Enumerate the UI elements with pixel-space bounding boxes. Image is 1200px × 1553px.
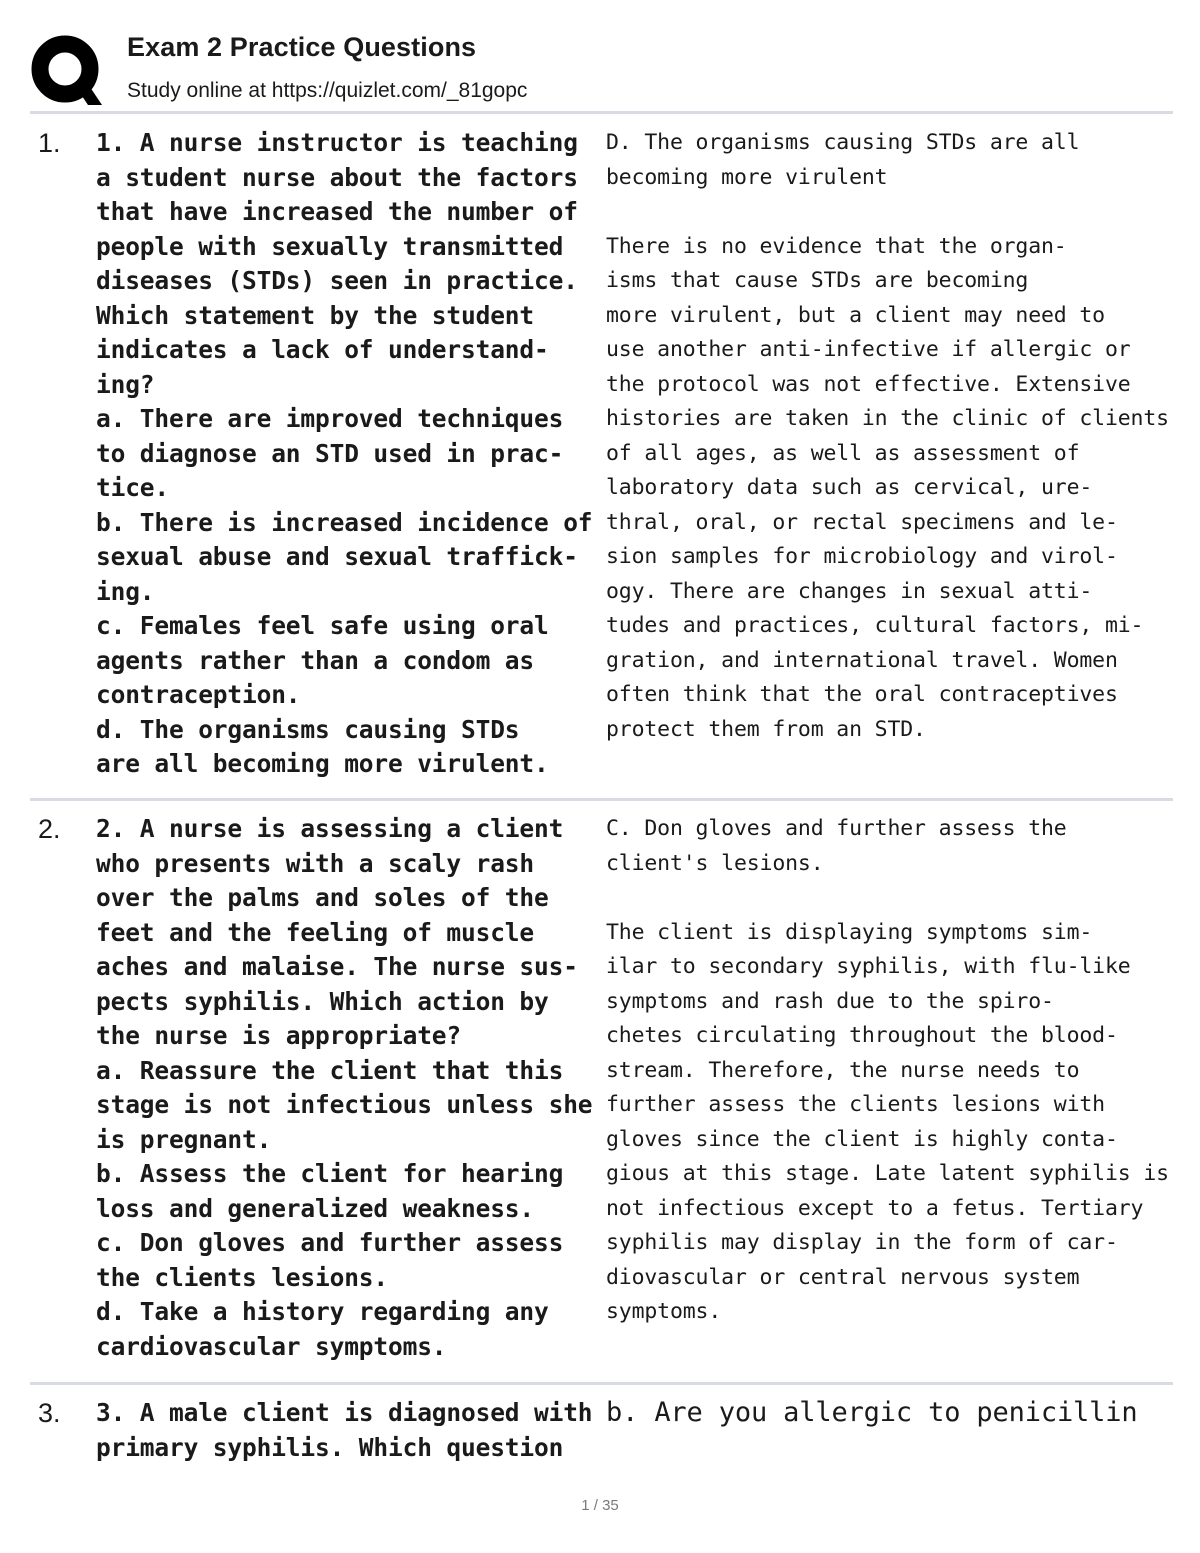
card-number: 1.	[38, 128, 61, 158]
page-number: 1 / 35	[581, 1497, 619, 1514]
study-link-text: Study online at https://quizlet.com/_81gopc	[127, 79, 528, 102]
quizlet-logo-icon	[30, 34, 106, 110]
card-number: 2.	[38, 814, 61, 844]
divider	[30, 798, 1173, 801]
divider	[30, 111, 1173, 114]
card-question: 3. A male client is diagnosed with primary syphilis. Which question	[96, 1398, 593, 1462]
divider	[30, 1382, 1173, 1385]
card-number: 3.	[38, 1398, 61, 1428]
card-answer: b. Are you allergic to penicillin	[606, 1397, 1138, 1428]
card-answer: D. The organisms causing STDs are all becoming more virulent There is no evidence that the organ- isms that cause STDs are becoming more virulent, but a client may need to use another anti-infective if allergic or the protocol was not effective. Extensive histories are taken in the clinic of clients of all ages, as well as assessment of laboratory data such as cervical, ure- thral, oral, or rectal specimens and le- sion samples for microbiology and virol- ogy. There are changes in sexual atti- tudes and practices, cultural factors, mi- gration, and international travel. Women often think that the oral contraceptives protect them from an STD.	[606, 130, 1169, 742]
card-question: 2. A nurse is assessing a client who presents with a scaly rash over the palms and soles of the feet and the feeling of muscle aches and malaise. The nurse sus- pects syphilis. Which action by the nurse is appropriate? a. Reassure the client that this stage is not infectious unless she is pregnant. b. Assess the client for hearing loss and generalized weakness. c. Don gloves and further assess the clients lesions. d. Take a history regarding any cardiovascular symptoms.	[96, 814, 593, 1361]
document-header	[30, 28, 1180, 108]
card-question: 1. A nurse instructor is teaching a student nurse about the factors that have increased the number of people with sexually transmitted diseases (STDs) seen in practice. Which statement by the student indicates a lack of understand- ing? a. There are improved techniques to diagnose an STD used in prac- tice. b. There is increased incidence of sexual abuse and sexual traffick- ing. c. Females feel safe using oral agents rather than a condom as contraception. d. The organisms causing STDs are all becoming more virulent.	[96, 128, 593, 778]
page-title: Exam 2 Practice Questions	[127, 32, 477, 62]
card-answer: C. Don gloves and further assess the client's lesions. The client is displaying symptoms sim- ilar to secondary syphilis, with flu-like symptoms and rash due to the spiro- chetes circulating throughout the blood- stream. Therefore, the nurse needs to further assess the clients lesions with gloves since the client is highly conta- gious at this stage. Late latent syphilis is not infectious except to a fetus. Tertiary syphilis may display in the form of car- diovascular or central nervous system symptoms.	[606, 816, 1169, 1324]
